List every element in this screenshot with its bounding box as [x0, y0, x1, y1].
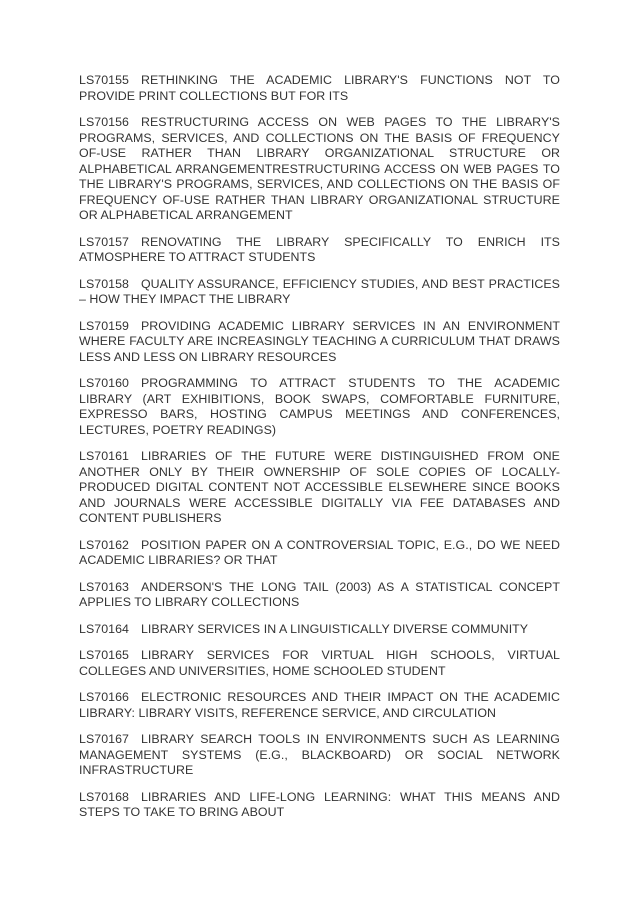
topic-title: QUALITY ASSURANCE, EFFICIENCY STUDIES, AND BEST PRACTICES – HOW THEY IMPACT THE LIBRARY [79, 276, 560, 306]
topic-code: LS70163 [79, 579, 129, 594]
topic-code: LS70165 [79, 648, 129, 662]
topic-code: LS70167 [79, 732, 129, 746]
topic-title: LIBRARY SEARCH TOOLS IN ENVIRONMENTS SUCH AS LEARNING MANAGEMENT SYSTEMS (E.G., BLACKBOARD) OR SOCIAL NETWORK INFRASTRUCTURE [79, 732, 560, 777]
topic-title: PROGRAMMING TO ATTRACT STUDENTS TO THE ACADEMIC LIBRARY (ART EXHIBITIONS, BOOK SWAPS, COMFORTABLE FURNITURE, EXPRESSO BARS, HOSTING CAMPUS MEETINGS AND CONFERENCES, LECTURES, POETRY READINGS) [79, 376, 560, 437]
topic-entry-ls70167 [79, 732, 560, 779]
topic-entry-ls70165 [79, 648, 560, 679]
topic-title: LIBRARY SERVICES IN A LINGUISTICALLY DIVERSE COMMUNITY [140, 621, 529, 636]
topic-code: LS70158 [79, 276, 129, 291]
topic-entry-ls70159 [79, 319, 560, 366]
topic-title: POSITION PAPER ON A CONTROVERSIAL TOPIC, E.G., DO WE NEED ACADEMIC LIBRARIES? OR THAT [79, 537, 560, 567]
topic-title: LIBRARIES AND LIFE-LONG LEARNING: WHAT THIS MEANS AND STEPS TO TAKE TO BRING ABOUT [79, 789, 560, 819]
topic-code: LS70157 [79, 234, 129, 249]
topic-code: LS70159 [79, 318, 129, 333]
topic-title: LIBRARY SERVICES FOR VIRTUAL HIGH SCHOOLS, VIRTUAL COLLEGES AND UNIVERSITIES, HOME SCHOOLED STUDENT [79, 648, 560, 678]
topic-entry-ls70161 [79, 449, 560, 527]
topic-code: LS70161 [79, 449, 129, 463]
topic-entry-ls70158 [79, 277, 560, 308]
topic-title: PROVIDING ACADEMIC LIBRARY SERVICES IN AN ENVIRONMENT WHERE FACULTY ARE INCREASINGLY TEACHING A CURRICULUM THAT DRAWS LESS AND LESS ON LIBRARY RESOURCES [79, 318, 560, 364]
topic-code: LS70164 [79, 621, 129, 636]
topic-title: RETHINKING THE ACADEMIC LIBRARY'S FUNCTIONS NOT TO PROVIDE PRINT COLLECTIONS BUT FOR ITS [79, 73, 560, 103]
topic-entry-ls70164 [79, 622, 560, 638]
topic-entry-ls70166 [79, 690, 560, 721]
topic-entry-ls70160 [79, 376, 560, 438]
topic-entry-ls70163 [79, 580, 560, 611]
topic-entry-ls70155 [79, 73, 560, 104]
topic-entry-ls70156 [79, 115, 560, 224]
topic-entry-ls70157 [79, 235, 560, 266]
topic-title: LIBRARIES OF THE FUTURE WERE DISTINGUISHED FROM ONE ANOTHER ONLY BY THEIR OWNERSHIP OF SOLE COPIES OF LOCALLY-PRODUCED DIGITAL CONTENT NOT ACCESSIBLE ELSEWHERE SINCE BOOKS AND JOURNALS WERE ACCESSIBLE DIGITALLY VIA FEE DATABASES AND CONTENT PUBLISHERS [79, 449, 560, 525]
topic-code: LS70160 [79, 376, 129, 390]
topic-entry-ls70168 [79, 790, 560, 821]
topic-code: LS70155 [79, 73, 129, 87]
topic-code: LS70156 [79, 115, 129, 129]
topic-title: ELECTRONIC RESOURCES AND THEIR IMPACT ON THE ACADEMIC LIBRARY: LIBRARY VISITS, REFERENCE SERVICE, AND CIRCULATION [79, 690, 560, 720]
topic-code: LS70162 [79, 537, 129, 552]
topic-code: LS70166 [79, 690, 129, 704]
topic-code: LS70168 [79, 789, 129, 804]
document-page [79, 73, 560, 832]
topic-title: ANDERSON'S THE LONG TAIL (2003) AS A STATISTICAL CONCEPT APPLIES TO LIBRARY COLLECTIONS [79, 579, 560, 609]
topic-entry-ls70162 [79, 538, 560, 569]
topic-title: RENOVATING THE LIBRARY SPECIFICALLY TO ENRICH ITS ATMOSPHERE TO ATTRACT STUDENTS [79, 234, 560, 264]
topic-title: RESTRUCTURING ACCESS ON WEB PAGES TO THE LIBRARY'S PROGRAMS, SERVICES, AND COLLECTIONS ON THE BASIS OF FREQUENCY OF-USE RATHER THAN LIBRARY ORGANIZATIONAL STRUCTURE OR ALPHABETICAL ARRANGEMENTRESTRUCTURING ACCESS ON WEB PAGES TO THE LIBRARY'S PROGRAMS, SERVICES, AND COLLECTIONS ON THE BASIS OF FREQUENCY OF-USE RATHER THAN LIBRARY ORGANIZATIONAL STRUCTURE OR ALPHABETICAL ARRANGEMENT [79, 115, 560, 222]
